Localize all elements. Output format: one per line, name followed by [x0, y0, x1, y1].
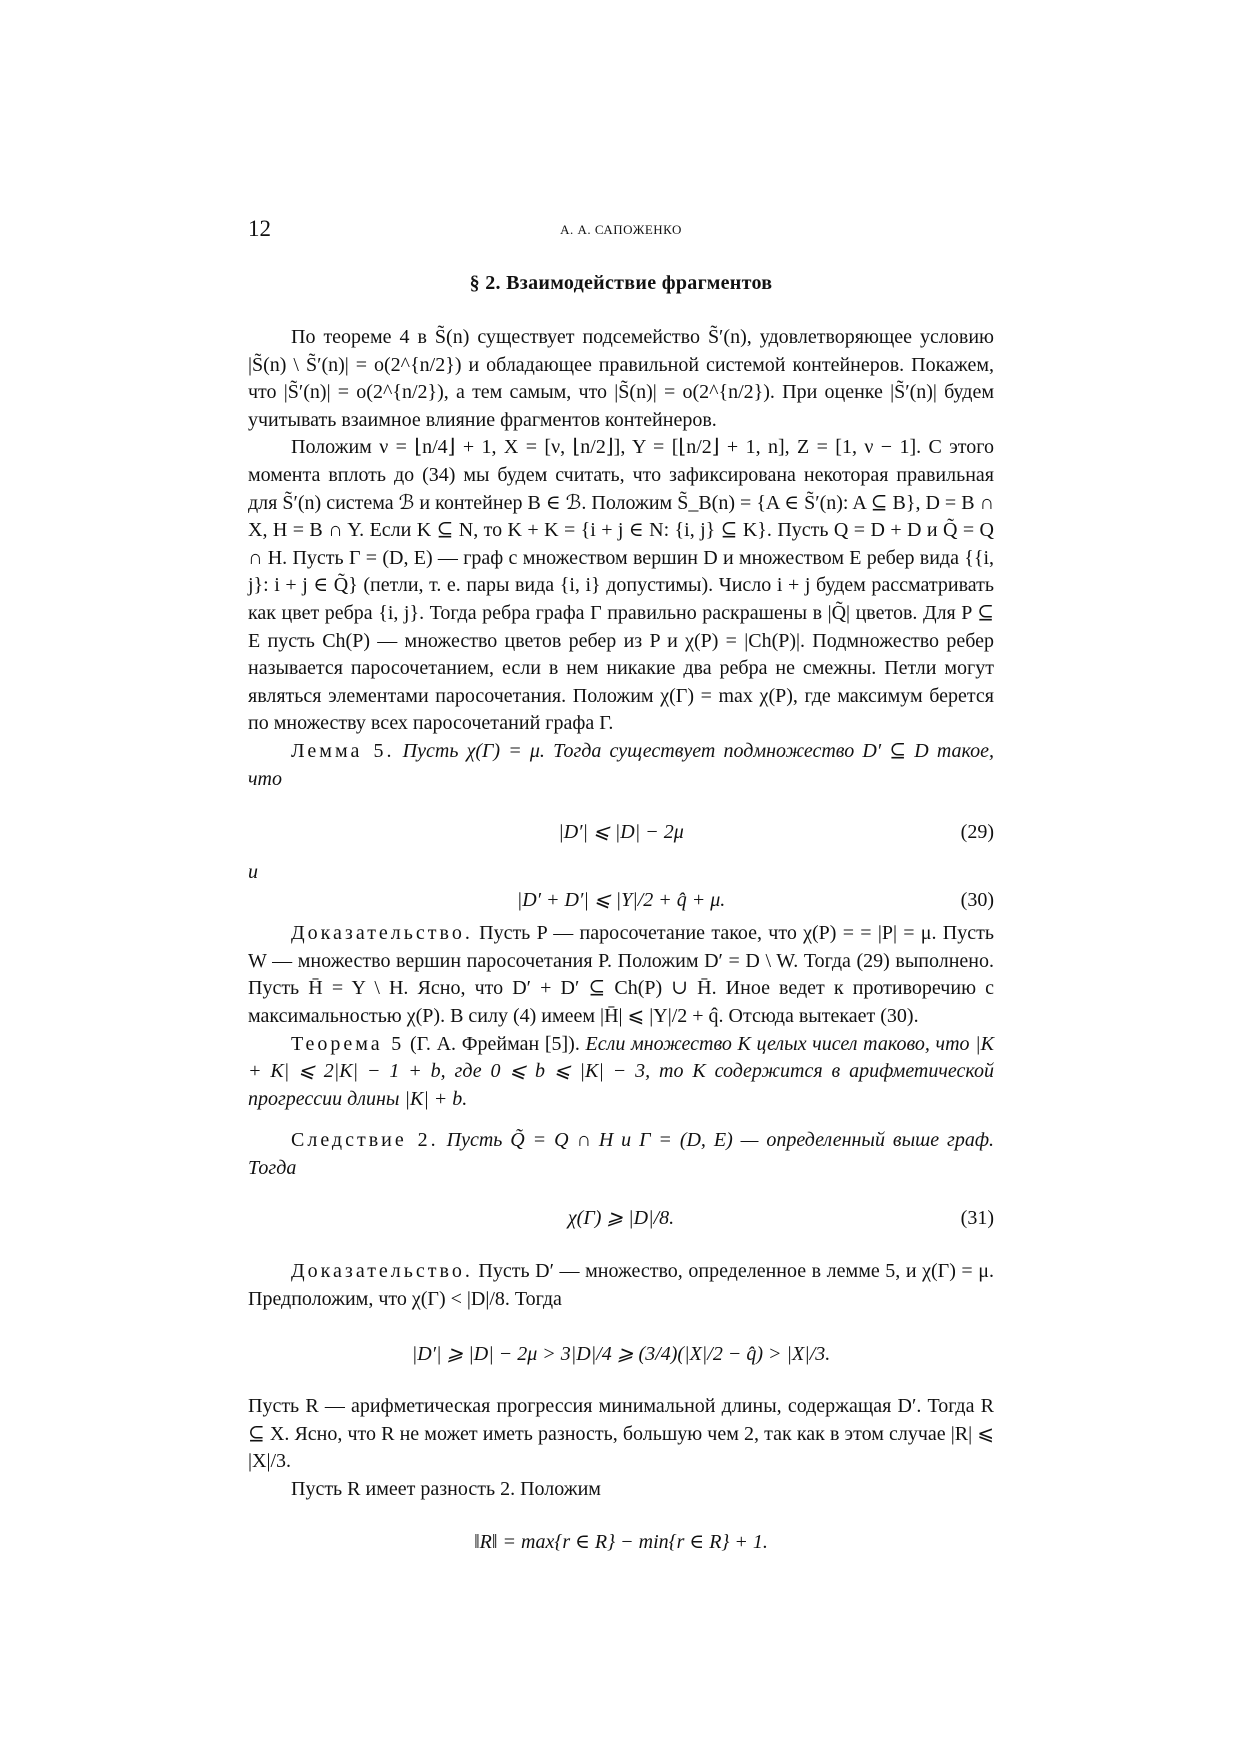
page-number: 12 — [248, 216, 271, 241]
theorem-attribution: (Г. А. Фрейман [5]). — [409, 1032, 580, 1055]
proof-label: Доказательство. — [291, 922, 473, 945]
corollary-statement: Пусть Q̃ = Q ∩ H и Γ = (D, E) — определенный выше граф. Тогда — [248, 1129, 995, 1180]
equation-inequality-body: |D′| ⩾ |D| − 2μ > 3|D|/4 ⩾ (3/4)(|X|/2 − q̂) > |X|/3. — [411, 1343, 831, 1366]
theorem-5 — [248, 1031, 994, 1114]
equation-inequality — [248, 1341, 994, 1369]
paragraph-definitions: Положим ν = ⌊n/4⌋ + 1, X = [ν, ⌊n/2⌋], Y = [⌊n/2⌋ + 1, n], Z = [1, ν − 1]. С этого момента вплоть до (34) мы будем считать, что зафиксирована некоторая правильная для S̃′(n) система ℬ и контейнер B ∈ ℬ. Положим S̃_B(n) = {A ∈ S̃′(n): A ⊆ B}, D = B ∩ X, H = B ∩ Y. Если K ⊆ N, то K + K = {i + j ∈ N: {i, j} ⊆ K}. Пусть Q = D + D и Q̃ = Q ∩ H. Пусть Γ = (D, E) — граф с множеством вершин D и множеством E ребер вида {{i, j}: i + j ∈ Q̃} (петли, т. е. пары вида {i, i} допустимы). Число i + j будем рассматривать как цвет ребра {i, j}. Тогда ребра графа Γ правильно раскрашены в |Q̃| цветов. Для P ⊆ E пусть Ch(P) — множество цветов ребер из P и χ(P) = |Ch(P)|. Подмножество ребер называется паросочетанием, если в нем никакие два ребра не смежны. Петли могут являться элементами паросочетания. Положим χ(Γ) = max χ(P), где максимум берется по множеству всех паросочетаний графа Γ. — [248, 436, 995, 735]
proof-text-2: Пусть D′ — множество, определенное в лемме 5, и χ(Γ) = μ. Предположим, что χ(Γ) < |D|/8. Тогда — [248, 1260, 994, 1310]
equation-30-number: (30) — [960, 888, 994, 911]
paragraph-progression: Пусть R — арифметическая прогрессия минимальной длины, содержащая D′. Тогда R ⊆ X. Ясно, что R не может иметь разность, большую чем 2, так как в этом случае |R| ⩽ |X|/3. — [248, 1395, 994, 1473]
paragraph-intro: По теореме 4 в S̃(n) существует подсемейство S̃′(n), удовлетворяющее условию |S̃(n) \ S̃′(n)| = o(2^{n/2}) и обладающее правильной системой контейнеров. Покажем, что |S̃′(n)| = o(2^{n/2}), а тем самым, что |S̃(n)| = o(2^{n/2}). При оценке |S̃′(n)| будем учитывать взаимное влияние фрагментов контейнеров. — [248, 326, 994, 431]
corollary-label: Следствие 2. — [291, 1129, 439, 1152]
equation-30-body: |D′ + D′| ⩽ |Y|/2 + q̂ + μ. — [516, 888, 726, 911]
running-head: А. А. САПОЖЕНКО — [560, 222, 682, 237]
equation-29-number: (29) — [960, 821, 994, 844]
proof-text: Пусть P — паросочетание такое, что χ(P) = = |P| = μ. Пусть W — множество вершин паросочетания P. Положим D′ = D \ W. Тогда (29) выполнено. Пусть H̄ = Y \ H. Ясно, что D′ + D′ ⊆ Ch(P) ∪ H̄. Иное ведет к противоречию с максимальностью χ(P). В силу (4) имеем |H̄| ⩽ |Y|/2 + q̂. Отсюда вытекает (30). — [248, 922, 994, 1028]
equation-31 — [248, 1205, 994, 1233]
page-header — [248, 216, 994, 246]
lemma-5 — [248, 738, 994, 793]
equation-31-body: χ(Γ) ⩾ |D|/8. — [567, 1206, 675, 1229]
equation-31-number: (31) — [960, 1206, 994, 1229]
equation-29-body: |D′| ⩽ |D| − 2μ — [558, 821, 684, 844]
proof-label-2: Доказательство. — [291, 1260, 473, 1283]
corollary-2 — [248, 1127, 994, 1182]
equation-29 — [248, 819, 994, 847]
equation-30 — [248, 887, 994, 915]
and-word: и — [248, 860, 258, 883]
body-text — [248, 324, 994, 1557]
equation-norm — [248, 1529, 994, 1557]
paragraph-difference: Пусть R имеет разность 2. Положим — [291, 1477, 601, 1500]
theorem-statement: Если множество K целых чисел таково, что |K + K| ⩽ 2|K| − 1 + b, где 0 ⩽ b ⩽ |K| − 3, то K содержится в арифметической прогрессии длины |K| + b. — [248, 1032, 995, 1110]
lemma-label: Лемма 5. — [291, 739, 395, 762]
section-title: § 2. Взаимодействие фрагментов — [469, 272, 773, 294]
theorem-label: Теорема 5 — [291, 1032, 405, 1055]
proof-lemma-5 — [248, 920, 994, 1030]
proof-corollary-2 — [248, 1258, 994, 1313]
equation-norm-body: ‖R‖ = max{r ∈ R} − min{r ∈ R} + 1. — [474, 1531, 768, 1554]
lemma-statement: Пусть χ(Γ) = μ. Тогда существует подмножество D′ ⊆ D такое, что — [248, 739, 994, 790]
